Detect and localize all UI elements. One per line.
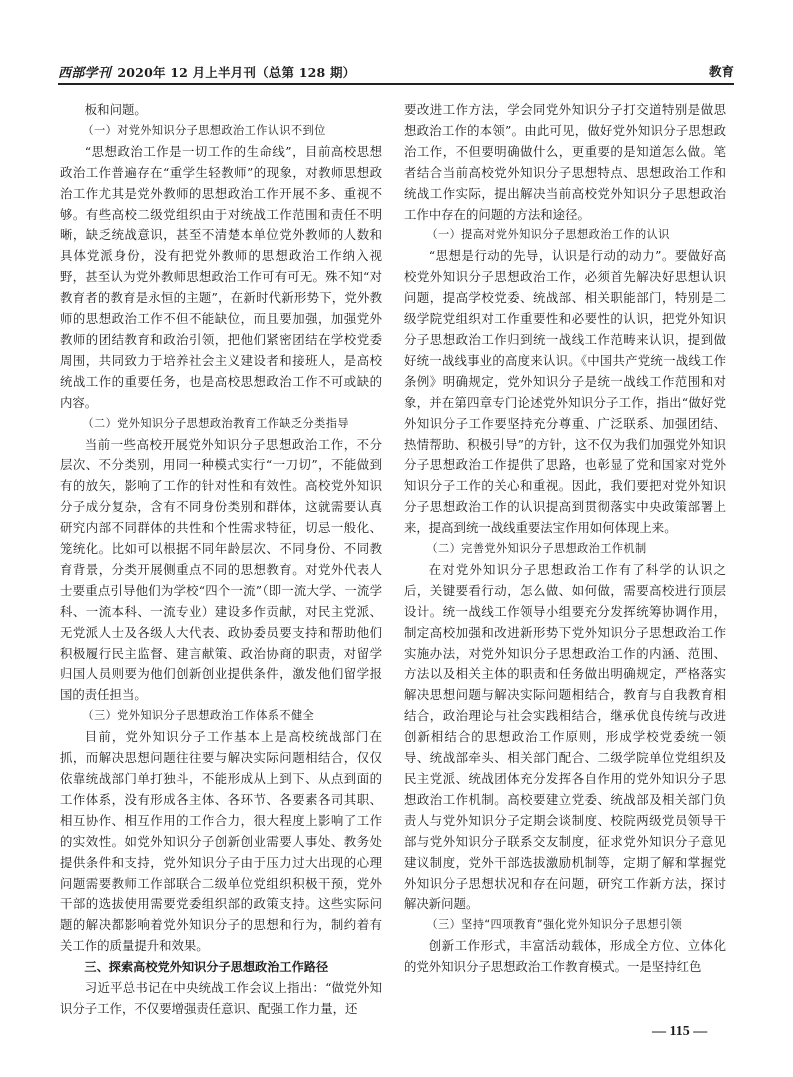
paragraph: 板和问题。: [84, 102, 147, 117]
subheading: （一）对党外知识分子思想政治工作认识不到位: [82, 123, 326, 137]
section-label: 教育: [708, 64, 734, 79]
journal-issue: 2020年 12 月上半月刊（总第 128 期）: [117, 65, 356, 80]
subheading: （三）党外知识分子思想政治工作体系不健全: [82, 709, 315, 723]
journal-logo: 西部学刊: [58, 66, 111, 81]
paragraph: 创新工作形式，丰富活动载体，形成全方位、立体化的党外知识分子思想政治工作教育模式。一是坚持红色: [404, 938, 726, 975]
paragraph: 在对党外知识分子思想政治工作有了科学的认识之后，关键要看行动，怎么做、如何做，需要高校进行顶层设计。统一战线工作领导小组要充分发挥统筹协调作用，制定高校加强和改进新形势下党外知识分子思想政治工作实施办法，对党外知识分子思想政治工作的内涵、范围、方法以及相关主体的职责和任务做出明确规定，严格落实解决思想问题与解决实际问题相结合，教育与自我教育相结合，政治理论与社会实践相结合，继承优良传统与改进创新相结合的思想政治工作原则，形成学校党委统一领导、统战部牵头、相关部门配合、二级学院单位党组织及民主党派、统战团体充分发挥各自作用的党外知识分子思想政治工作机制。高校要建立党委、统战部及相关部门负责人与党外知识分子定期会谈制度、校院两级党员领导干部与党外知识分子联系交友制度，征求党外知识分子意见建议制度，党外干部选拔激励机制等，定期了解和掌握党外知识分子思想状况和存在问题，研究工作新方法，探讨解决新问题。: [404, 561, 726, 912]
paragraph: 当前一些高校开展党外知识分子思想政治工作，不分层次、不分类别，用同一种模式实行“一刀切”，不能做到有的放矢，影响了工作的针对性和有效性。高校党外知识分子成分复杂，含有不同身份类别和群体，这就需要认真研究内部不同群体的共性和个性需求特征，切忌一般化、笼统化。比如可以根据不同年龄层次、不同身份、不同教育背景，分类开展侧重点不同的思想教育。对党外代表人士要重点引导他们为学校“四个一流”（即一流大学、一流学科、一流本科、一流专业）建设多作贡献，对民主党派、无党派人士及各级人大代表、政协委员要支持和帮助他们积极履行民主监督、建言献策、政治协商的职责，对留学归国人员则要为他们创新创业提供条件，激发他们留学报国的责任担当。: [60, 436, 382, 703]
right-column: [404, 100, 726, 978]
left-column: [60, 100, 382, 1020]
page-header: [58, 62, 734, 82]
paragraph: 目前，党外知识分子工作基本上是高校统战部门在抓，而解决思想问题往往要与解决实际问题相结合，仅仅依靠统战部门单打独斗，不能形成从上到下、从点到面的工作体系，没有形成各主体、各环节、各要素各司其职、相互协作、相互作用的工作合力，很大程度上影响了工作的实效性。如党外知识分子创新创业需要人事处、教务处提供条件和支持，党外知识分子由于压力过大出现的心理问题需要教师工作部联合二级单位党组织积极干预，党外干部的选拔使用需要党委组织部的政策支持。这些实际问题的解决都影响着党外知识分子的思想和行为，制约着有关工作的质量提升和效果。: [60, 729, 382, 954]
journal-info: [58, 62, 355, 81]
page-number: — 115 —: [652, 1024, 708, 1039]
subheading: （二）完善党外知识分子思想政治工作机制: [426, 542, 647, 556]
section-heading: 三、探索高校党外知识分子思想政治工作路径: [84, 960, 329, 975]
subheading: （二）党外知识分子思想政治教育工作缺乏分类指导: [82, 416, 349, 430]
header-rule: [58, 83, 734, 85]
paragraph: 习近平总书记在中央统战工作会议上指出：“做党外知识分子工作，不仅要增强责任意识、配强工作力量，还: [60, 980, 382, 1016]
paragraph: “思想是行动的先导，认识是行动的动力”。要做好高校党外知识分子思想政治工作，必须首先解决好思想认识问题，提高学校党委、统战部、相关职能部门，特别是二级学院党组织对工作重要性和必要性的认识，把党外知识分子思想政治工作归到统一战线工作范畴来认识，提到做好统一战线事业的高度来认识。《中国共产党统一战线工作条例》明确规定，党外知识分子是统一战线工作范围和对象，并在第四章专门论述党外知识分子工作，指出“做好党外知识分子工作要坚持充分尊重、广泛联系、加强团结、热情帮助、积极引导”的方针，这不仅为我们加强党外知识分子思想政治工作提供了思路，也彰显了党和国家对党外知识分子工作的关心和重视。因此，我们要把对党外知识分子思想政治工作的认识提高到贯彻落实中央政策部署上来，提高到统一战线重要法宝作用如何体现上来。: [404, 248, 726, 536]
paragraph-continued: 要改进工作方法，学会同党外知识分子打交道特别是做思想政治工作的本领”。由此可见，做好党外知识分子思想政治工作，不但要明确做什么，更重要的是知道怎么做。笔者结合当前高校党外知识分子思想特点、思想政治工作和统战工作实际，提出解决当前高校党外知识分子思想政治工作中存在的问题的方法和途径。: [404, 102, 726, 222]
subheading: （一）提高对党外知识分子思想政治工作的认识: [426, 228, 670, 242]
paragraph: “思想政治工作是一切工作的生命线”，目前高校思想政治工作普遍存在“重学生轻教师”的现象，对教师思想政治工作尤其是党外教师的思想政治工作开展不多、重视不够。有些高校二级党组织由于对统战工作范围和责任不明晰，缺乏统战意识，甚至不清楚本单位党外教师的人数和具体党派身份，没有把党外教师的思想政治工作纳入视野，甚至认为党外教师思想政治工作可有可无。殊不知“对教育者的教育是永恒的主题”，在新时代新形势下，党外教师的思想政治工作不但不能缺位，而且要加强，加强党外教师的团结教育和政治引领，把他们紧密团结在学校党委周围，共同致力于培养社会主义建设者和接班人，是高校统战工作的重要任务，也是高校思想政治工作不可或缺的内容。: [60, 143, 382, 410]
subheading: （三）坚持“四项教育”强化党外知识分子思想引领: [426, 918, 683, 932]
